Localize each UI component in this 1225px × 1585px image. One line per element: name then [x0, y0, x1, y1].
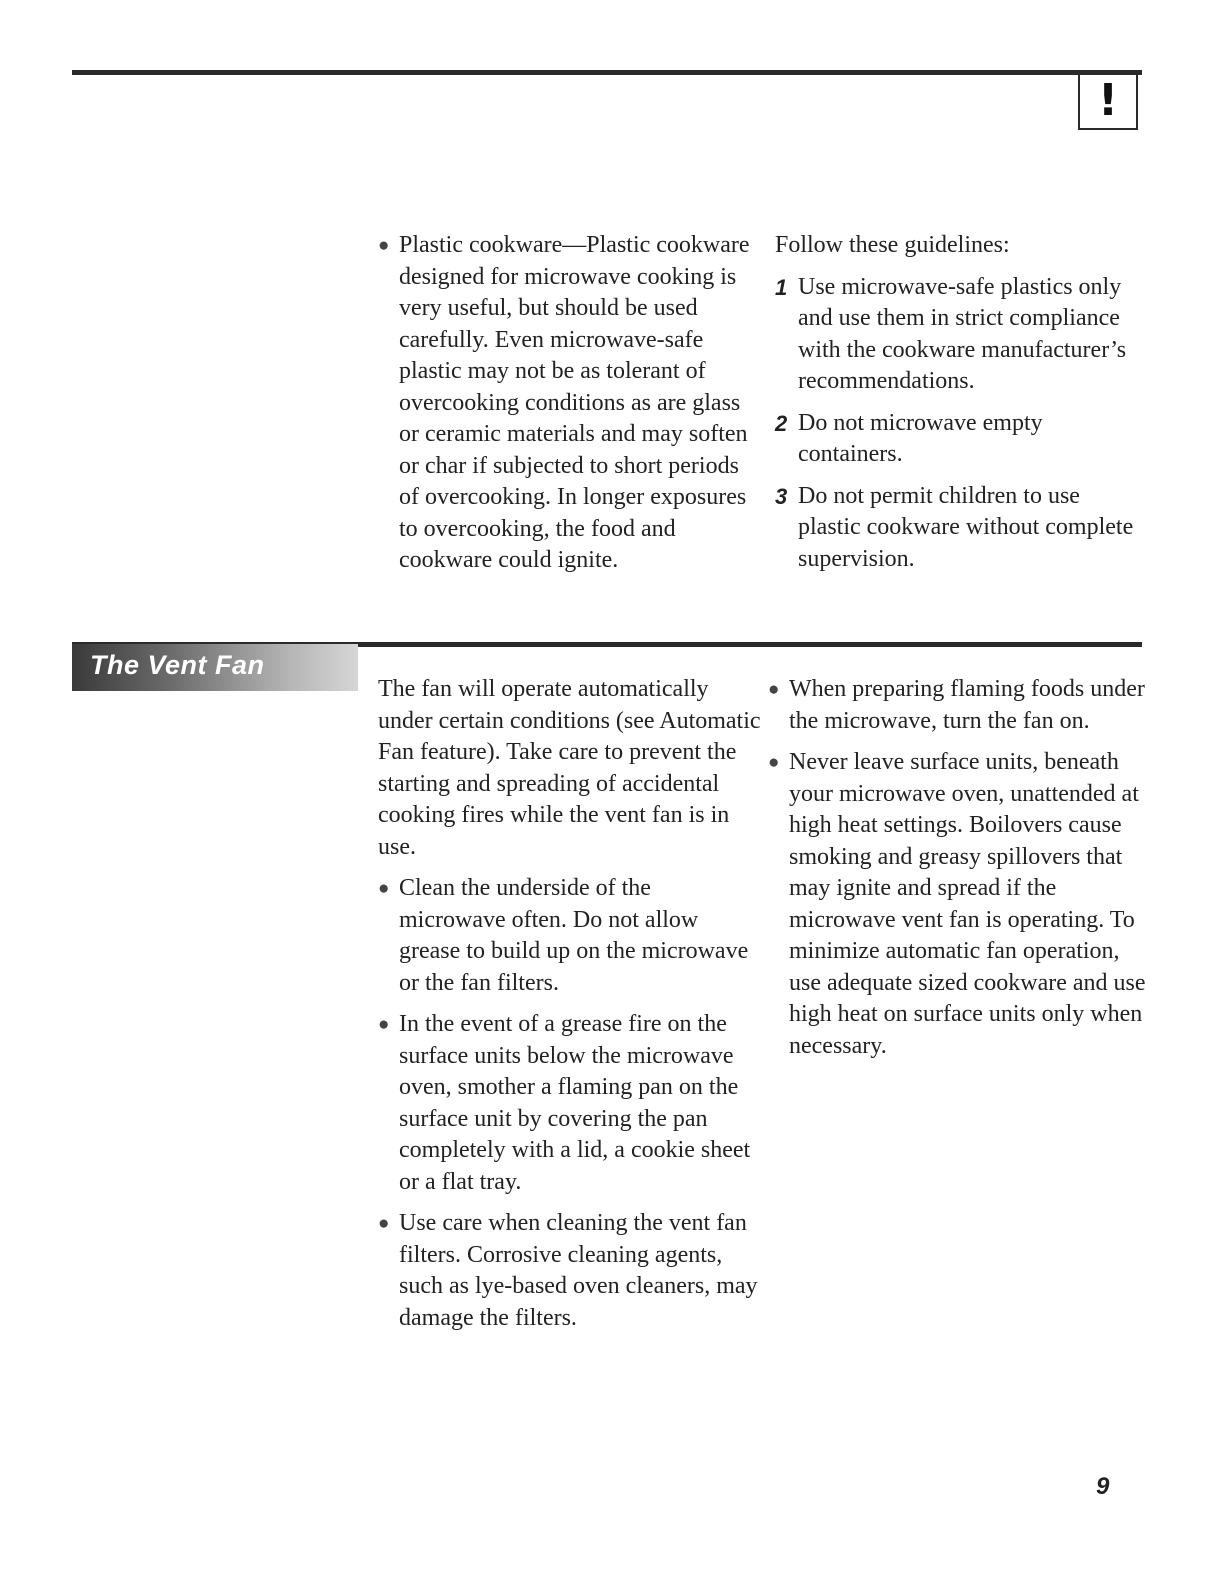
list-item: [378, 873, 763, 999]
plastic-cookware-column: [378, 230, 763, 577]
bullet-icon: ●: [768, 679, 780, 700]
guideline-number: 2: [775, 410, 788, 436]
bullet-icon: ●: [378, 235, 390, 256]
vent-fan-intro: The fan will operate automatically under certain conditions (see Automatic Fan feature). Take care to prevent the starting and spreading of accidental cooking fires while the vent fan is in use.: [378, 676, 761, 860]
section-heading-tab: [72, 644, 358, 691]
guideline-text: Use microwave-safe plastics only and use them in strict compliance with the cookware manufacturer’s recommendations.: [798, 273, 1127, 394]
list-item: [378, 230, 763, 577]
guideline-number: 1: [775, 274, 788, 300]
top-rule: [72, 70, 1142, 75]
bullet-text: Clean the underside of the microwave often. Do not allow grease to build up on the microwave or the fan filters.: [399, 875, 749, 996]
guideline-item: [775, 272, 1145, 398]
bullet-text: Never leave surface units, beneath your microwave oven, unattended at high heat settings. Boilovers cause smoking and greasy spillovers that may ignite and spread if the microwave vent fan is operating. To minimize automatic fan operation, use adequate sized cookware and use high heat on surface units only when necessary.: [789, 749, 1146, 1059]
bullet-icon: ●: [378, 1213, 390, 1234]
guideline-item: [775, 481, 1145, 576]
guidelines-column: [775, 230, 1145, 575]
guideline-text: Do not microwave empty containers.: [798, 409, 1043, 467]
vent-fan-right-column: [768, 674, 1148, 1062]
guideline-item: [775, 408, 1145, 471]
exclamation-icon: !: [1097, 75, 1119, 126]
list-item: [378, 1009, 763, 1198]
bullet-icon: ●: [378, 878, 390, 899]
guideline-text: Do not permit children to use plastic cookware without complete supervision.: [798, 482, 1134, 572]
bullet-text: Use care when cleaning the vent fan filters. Corrosive cleaning agents, such as lye-based oven cleaners, may damage the filters.: [399, 1210, 758, 1331]
bullet-icon: ●: [378, 1014, 390, 1035]
vent-fan-left-column: [378, 674, 763, 1334]
plastic-cookware-text: Plastic cookware—Plastic cookware designed for microwave cooking is very useful, but should be used carefully. Even microwave-safe plastic may not be as tolerant of overcooking conditions as are glass or ceramic materials and may soften or char if subjected to short periods of overcooking. In longer exposures to overcooking, the food and cookware could ignite.: [399, 232, 750, 573]
bullet-text: In the event of a grease fire on the surface units below the microwave oven, smother a flaming pan on the surface unit by covering the pan completely with a lid, a cookie sheet or a flat tray.: [399, 1011, 751, 1195]
section-title: The Vent Fan: [90, 650, 265, 680]
page-number: 9: [1096, 1473, 1110, 1500]
warning-box: [1078, 75, 1138, 130]
guideline-number: 3: [775, 483, 788, 509]
list-item: [768, 747, 1148, 1062]
bullet-text: When preparing flaming foods under the microwave, turn the fan on.: [789, 676, 1145, 734]
bullet-icon: ●: [768, 752, 780, 773]
list-item: [768, 674, 1148, 737]
guidelines-intro: Follow these guidelines:: [775, 232, 1010, 258]
list-item: [378, 1208, 763, 1334]
